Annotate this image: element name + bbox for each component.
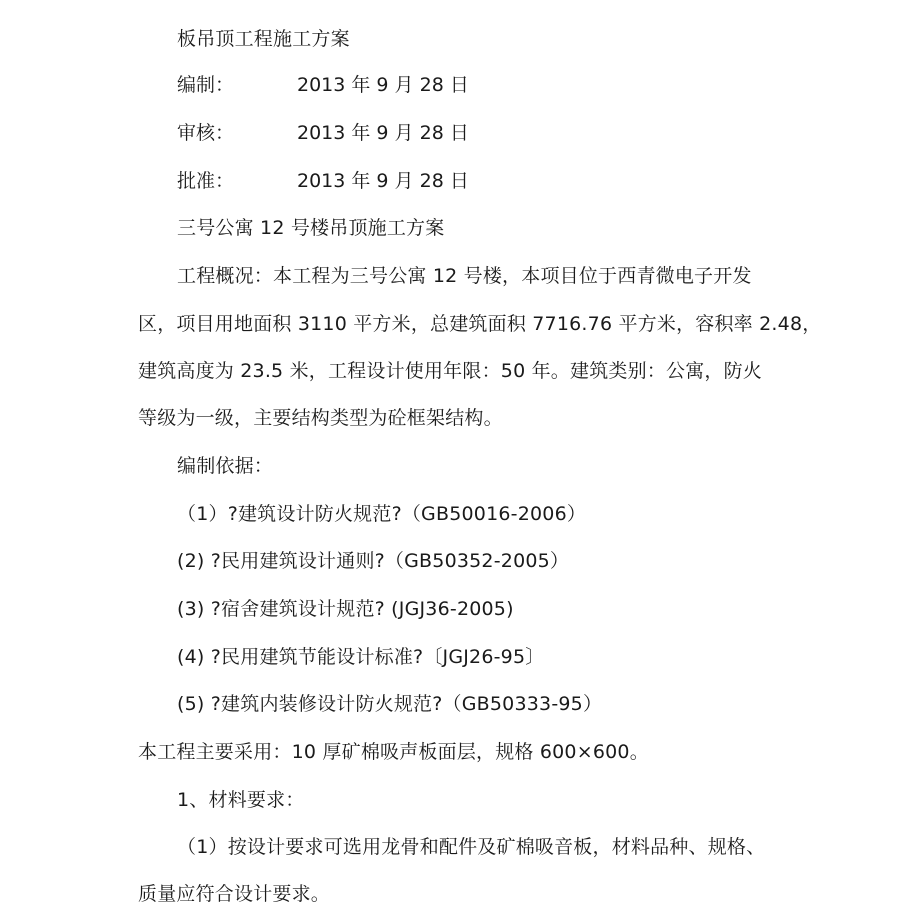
document-title: 板吊顶工程施工方案: [177, 28, 350, 50]
section1-para-line-2: 质量应符合设计要求。: [138, 883, 331, 905]
meta-date-compiled: 2013 年 9 月 28 日: [297, 74, 469, 96]
overview-line-1: 工程概况：本工程为三号公寓 12 号楼，本项目位于西青微电子开发: [177, 265, 752, 287]
document-subtitle: 三号公寓 12 号楼吊顶施工方案: [177, 217, 445, 239]
meta-label-compiled: 编制：: [177, 74, 235, 96]
basis-item-4: (4) ?民用建筑节能设计标准?〔JGJ26-95〕: [177, 646, 545, 668]
meta-label-reviewed: 审核：: [177, 122, 235, 144]
basis-item-3: (3) ?宿舍建筑设计规范? (JGJ36-2005): [177, 598, 514, 620]
meta-label-approved: 批准：: [177, 170, 235, 192]
overview-line-4: 等级为一级，主要结构类型为砼框架结构。: [138, 407, 503, 429]
overview-line-2: 区，项目用地面积 3110 平方米，总建筑面积 7716.76 平方米，容积率 2.48，: [138, 313, 822, 335]
basis-heading: 编制依据：: [177, 455, 274, 477]
basis-item-2: (2) ?民用建筑设计通则?（GB50352-2005）: [177, 550, 570, 572]
section1-heading: 1、材料要求：: [177, 789, 305, 811]
section1-para-line-1: （1）按设计要求可选用龙骨和配件及矿棉吸音板，材料品种、规格、: [177, 836, 766, 858]
material-line: 本工程主要采用：10 厚矿棉吸声板面层，规格 600×600。: [138, 741, 649, 763]
meta-date-approved: 2013 年 9 月 28 日: [297, 170, 469, 192]
basis-item-1: （1）?建筑设计防火规范?（GB50016-2006）: [177, 503, 587, 525]
meta-date-reviewed: 2013 年 9 月 28 日: [297, 122, 469, 144]
basis-item-5: (5) ?建筑内装修设计防火规范?（GB50333-95）: [177, 693, 603, 715]
overview-line-3: 建筑高度为 23.5 米，工程设计使用年限：50 年。建筑类别：公寓，防火: [138, 360, 763, 382]
